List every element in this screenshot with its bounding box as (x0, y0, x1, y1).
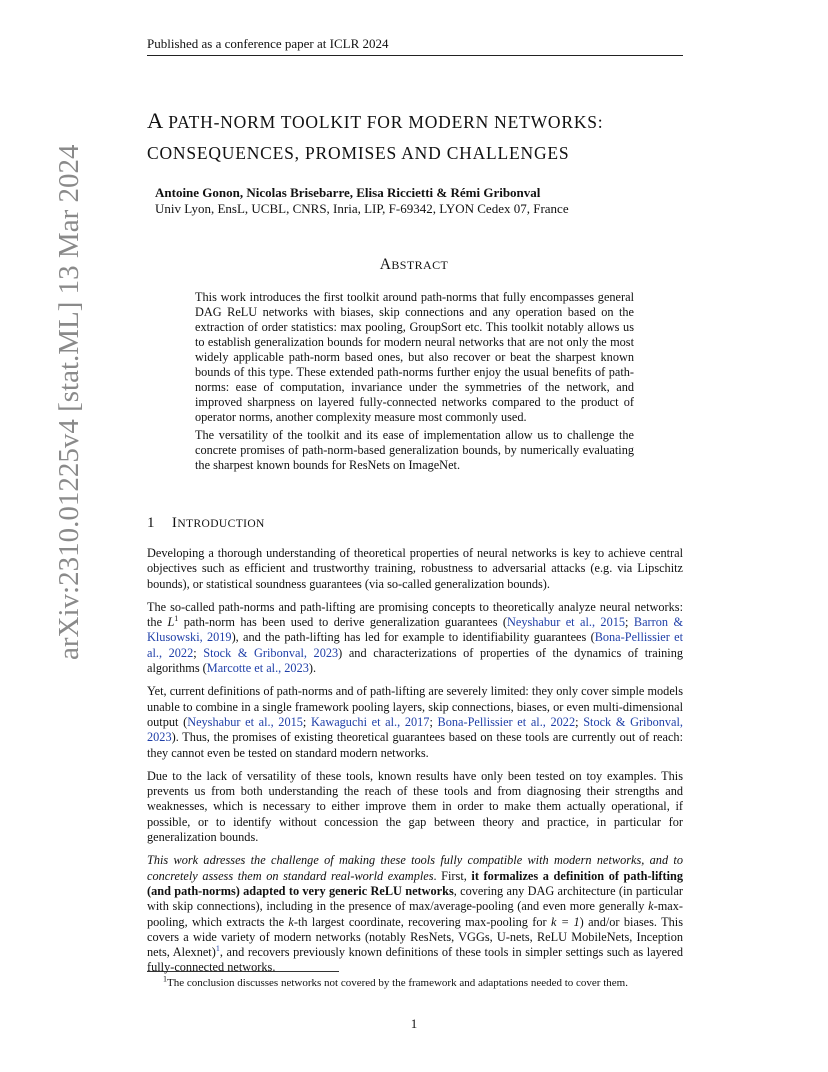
abstract-heading-rest: BSTRACT (391, 258, 449, 272)
text-span: ), and the path-lifting has led for example to identifiability guarantees ( (231, 630, 595, 645)
math-symbol: k (288, 914, 294, 929)
citation-link[interactable]: Neyshabur et al., 2015 (507, 615, 626, 630)
section-heading-introduction (147, 514, 265, 533)
section-title-initial: I (171, 515, 178, 531)
text-span: -th largest coordinate, recovering max-pooling for (293, 914, 551, 929)
citation-link[interactable]: Stock & Gribonval, 2023 (147, 714, 683, 745)
citation-link[interactable]: Neyshabur et al., 2015 (187, 714, 303, 729)
text-span: ) and characterizations of properties of the dynamics of training algorithms ( (147, 645, 683, 676)
text-span: ; (193, 645, 204, 660)
title-line-2: CONSEQUENCES, PROMISES AND CHALLENGES (147, 143, 570, 163)
text-span: ; (625, 615, 634, 630)
running-header: Published as a conference paper at ICLR 2024 (147, 36, 683, 56)
abstract-paragraph-2: The versatility of the toolkit and its ease of implementation allow us to challenge the concrete promises of path-norm-based generalization bounds, by numerically evaluating the sharpest known bounds for ResNets on ImageNet. (195, 428, 634, 472)
footnote-number: 1 (163, 974, 167, 984)
author-block (155, 185, 695, 217)
abstract-heading (0, 256, 828, 274)
text-span: -max-pooling, which extracts the (147, 899, 683, 929)
citation-link[interactable]: Kawaguchi et al., 2017 (310, 714, 430, 729)
intro-paragraph-3 (147, 684, 683, 760)
text-span: ; (575, 714, 584, 729)
footnote-marker[interactable]: 1 (215, 944, 220, 954)
math-superscript: 1 (174, 614, 179, 624)
citation-link[interactable]: Barron & Klusowski, 2019 (147, 615, 684, 645)
citation-link[interactable]: Bona-Pellissier et al., 2022 (147, 630, 683, 660)
intro-paragraph-5 (147, 853, 683, 975)
math-expression: k = 1 (551, 914, 580, 929)
author-names: Antoine Gonon, Nicolas Brisebarre, Elisa Riccietti & Rémi Gribonval (155, 185, 541, 200)
italic-span: This work adresses the challenge of making these tools fully compatible with modern networks, and to concretely assess them on standard real-world examples (147, 853, 683, 883)
bold-span: it formalizes a definition of path-lifting (and path-norms) adapted to very generic ReLU networks (147, 868, 683, 898)
footnote (163, 976, 693, 990)
text-span: ) and/or biases. This covers a wide variety of modern networks (notably ResNets, VGGs, U-nets, ReLU MobileNets, Inception nets, Alexnet) (147, 914, 684, 960)
text-span: path-norm has been used to derive generalization guarantees ( (178, 615, 508, 630)
intro-paragraph-4: Due to the lack of versatility of these tools, known results have only been tested on toy examples. This prevents us from both understanding the reach of these tools and from diagnosing their strengths and weaknesses, which is necessary to either improve them in order to make them actually operational, if possible, or to identify without concession the gap between theory and practice, in particular for generalization bounds. (147, 768, 683, 845)
author-affiliation: Univ Lyon, EnsL, UCBL, CNRS, Inria, LIP, F-69342, LYON Cedex 07, France (155, 201, 569, 216)
arxiv-identifier: arXiv:2310.01225v4 [stat.ML] 13 Mar 2024 (53, 144, 85, 660)
citation-link[interactable]: Stock & Gribonval, 2023 (203, 645, 339, 660)
footnote-text: The conclusion discusses networks not covered by the framework and adaptations needed to cover them. (167, 977, 628, 989)
text-span: , and recovers previously known definitions of these tools in simpler settings such as layered fully-connected networks. (147, 945, 683, 975)
intro-paragraph-2 (147, 600, 683, 676)
text-span: The so-called path-norms and path-lifting are promising concepts to theoretically analyze neural networks: the (147, 599, 683, 630)
citation-link[interactable]: Marcotte et al., 2023 (206, 661, 309, 676)
citation-link[interactable]: Bona-Pellissier et al., 2022 (437, 714, 576, 729)
text-span: ). (308, 661, 317, 676)
text-span: ; (302, 714, 311, 729)
introduction-body (147, 546, 683, 984)
intro-paragraph-1: Developing a thorough understanding of theoretical properties of neural networks is key to achieve central objectives such as efficient and trustworthy training, robustness to adversarial attacks (e.g. via Lipschitz bounds), or statistical soundness guarantees (via so-called generalization bounds). (147, 546, 683, 591)
abstract-paragraph-1: This work introduces the first toolkit around path-norms that fully encompasses general DAG ReLU networks with biases, skip connections and any operation based on the extraction of order statistics: max pooling, GroupSort etc. This toolkit notably allows us to establish generalization bounds for modern neural networks that are not only the most widely applicable path-norm based ones, but also recover or beat the sharpest known bounds of this type. These extended path-norms further enjoy the usual benefits of path-norms: ease of computation, invariance under the symmetries of the network, and improved sharpness on layered fully-connected networks compared to the product of operator norms, another complexity measure most commonly used. (195, 290, 634, 424)
math-symbol: L (167, 615, 175, 630)
text-span: . First, (433, 868, 472, 883)
title-initial: A (147, 108, 163, 133)
text-span: , covering any DAG architecture (in particular with skip connections), including in the presence of max/average-pooling (and even more generally (147, 883, 683, 914)
title-line-1: PATH-NORM TOOLKIT FOR MODERN NETWORKS: (168, 112, 604, 132)
section-number: 1 (147, 515, 155, 531)
text-span: ). Thus, the promises of existing theoretical guarantees based on these tools are currently out of reach: they cannot even be tested on standard modern networks. (147, 730, 683, 760)
page-number: 1 (410, 1016, 418, 1031)
math-symbol: k (648, 899, 654, 914)
footnote-divider (147, 971, 339, 972)
text-span: ; (429, 714, 438, 729)
abstract-heading-initial: A (379, 256, 392, 273)
abstract-body (195, 290, 634, 476)
paper-title (147, 106, 707, 168)
section-title-rest: NTRODUCTION (177, 518, 265, 530)
text-span: Yet, current definitions of path-norms and of path-lifting are severely limited: they only cover simple models unable to combine in a single framework pooling layers, skip connections, biases, or even multi-dimensional output ( (147, 684, 683, 729)
